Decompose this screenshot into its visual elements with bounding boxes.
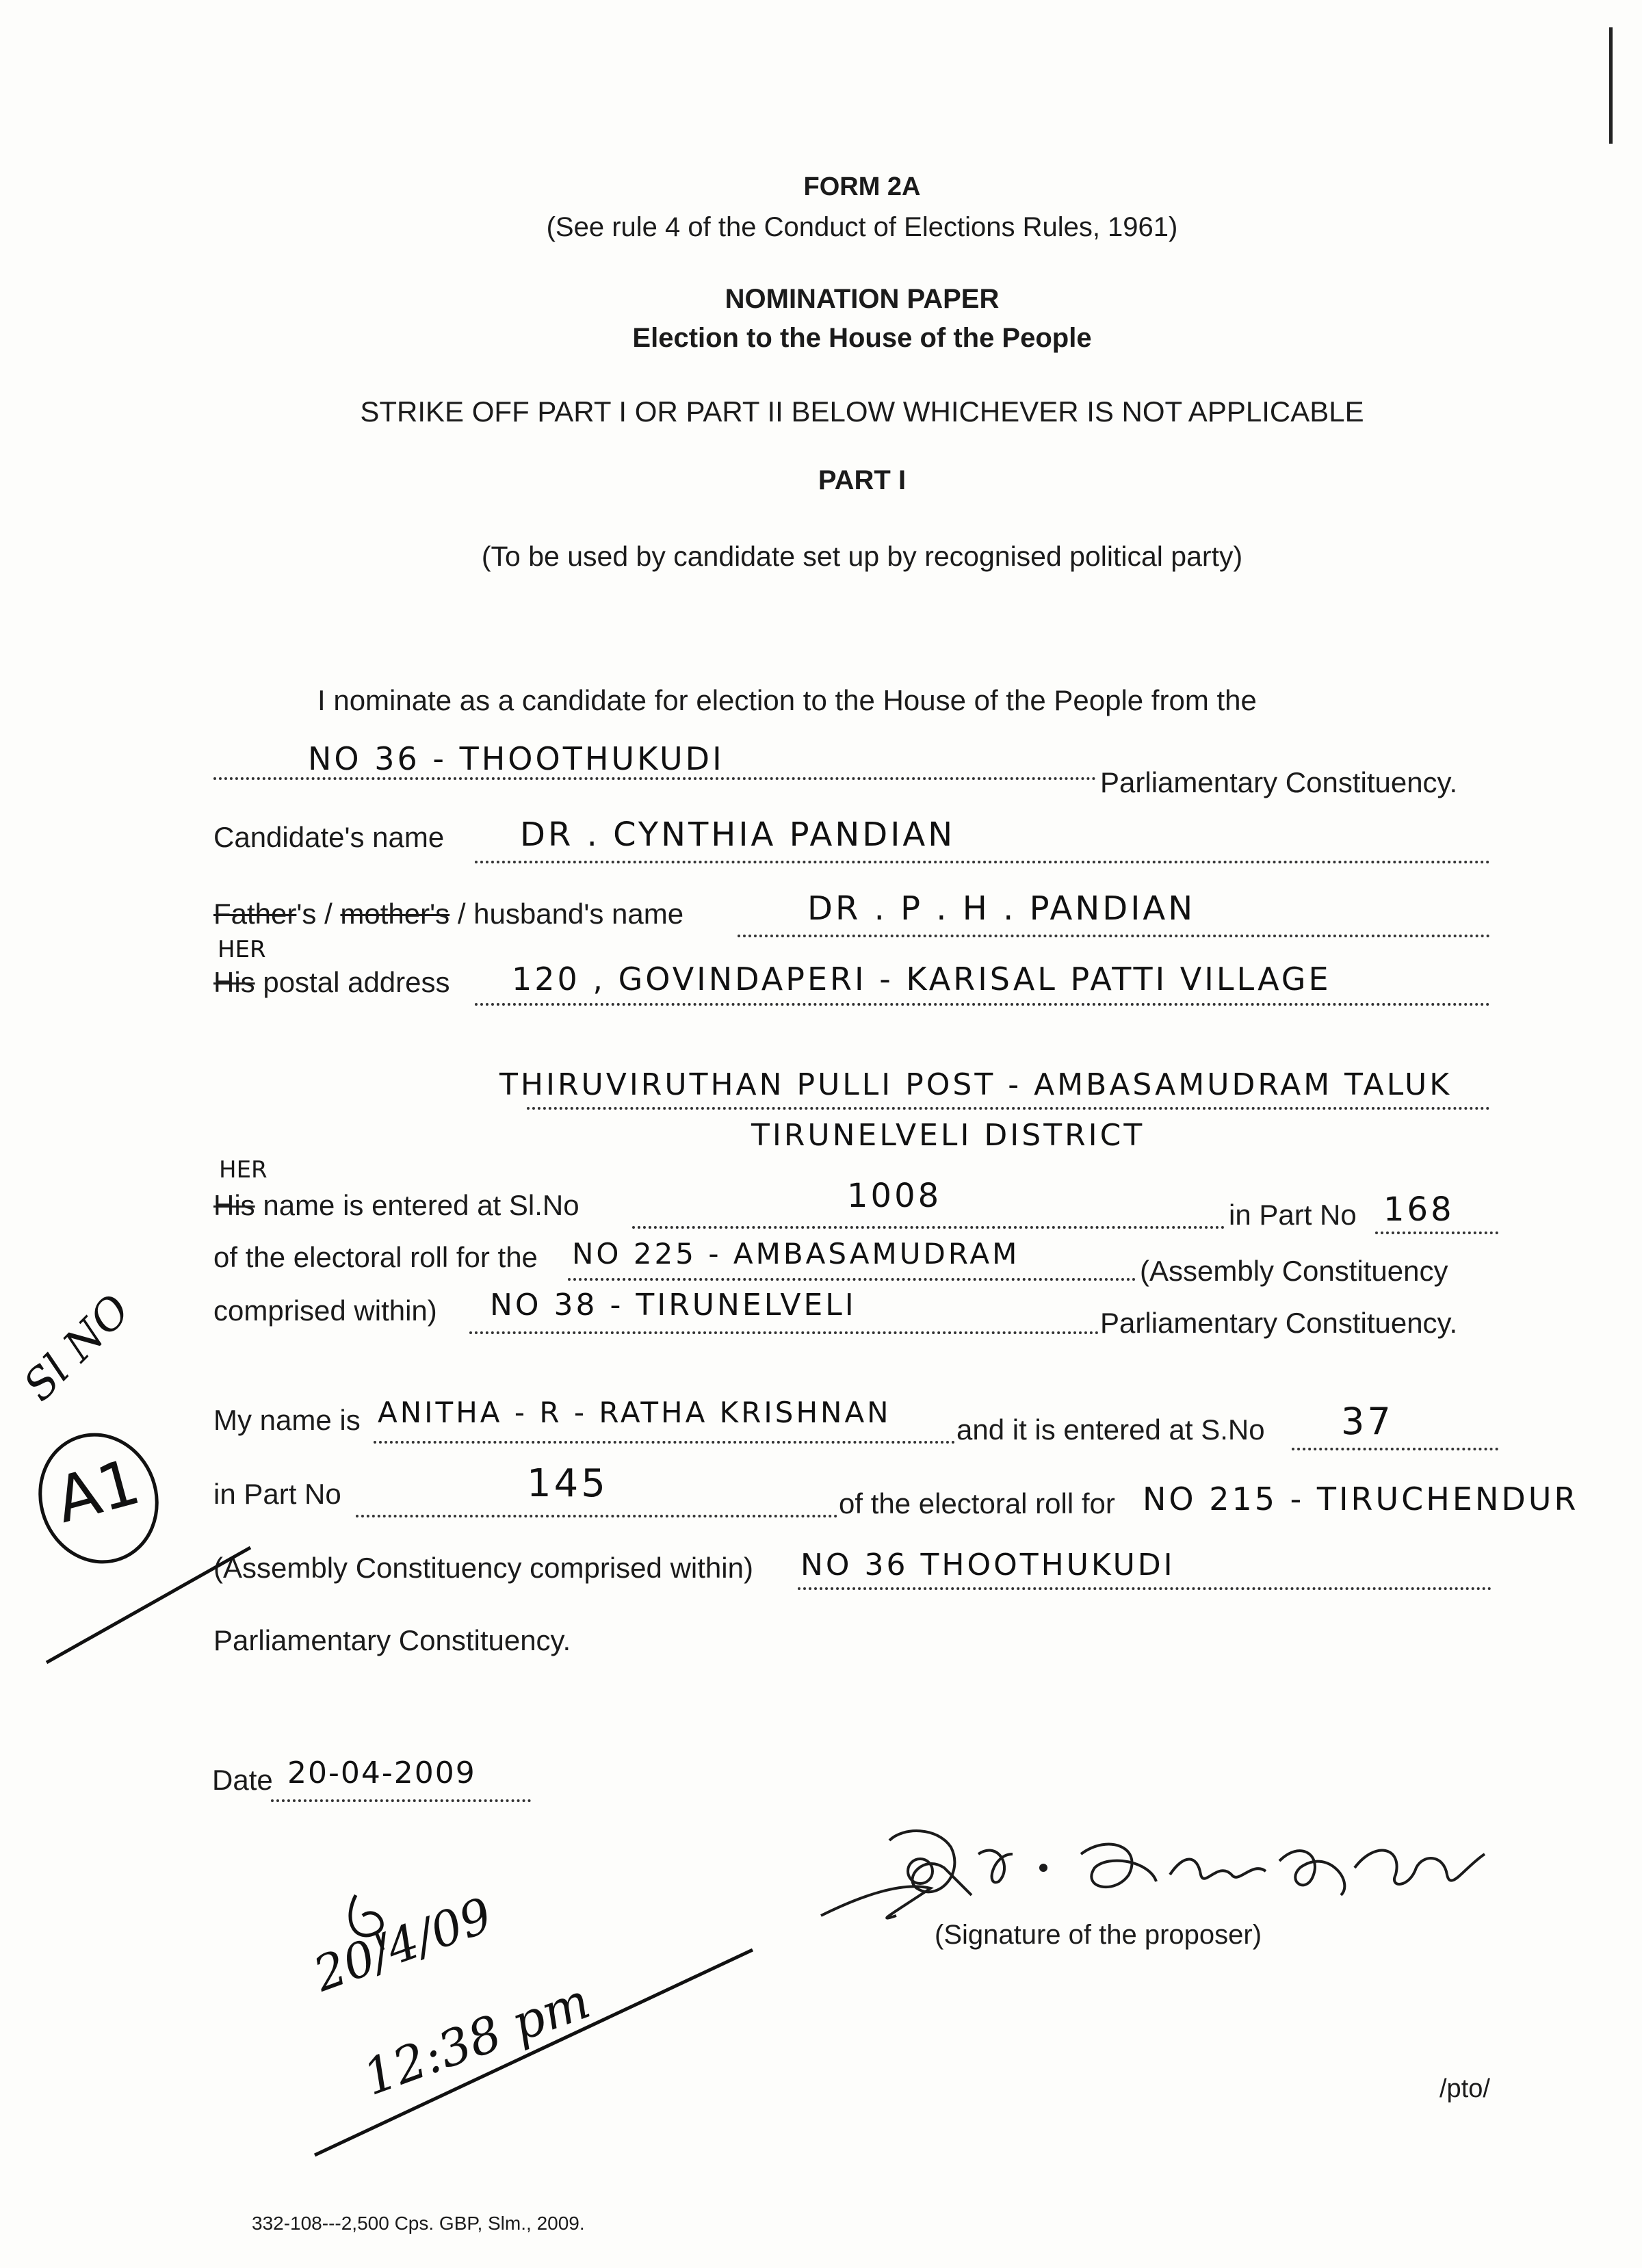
proposer-assembly-value: NO 215 - TIRUCHENDUR	[1143, 1481, 1579, 1517]
date-label: Date	[212, 1764, 273, 1796]
candidate-dotted-line	[475, 861, 1490, 863]
constituency-value: NO 36 - THOOTHUKUDI	[308, 740, 725, 777]
candidate-name-value: DR . CYNTHIA PANDIAN	[520, 816, 956, 854]
part-no-value: 168	[1383, 1190, 1455, 1229]
serial-annotation: A1	[48, 1445, 148, 1537]
date-dotted-line	[271, 1799, 531, 1802]
relation-dotted-line	[738, 935, 1490, 937]
assembly-dotted-line	[568, 1278, 1136, 1281]
assembly-value: NO 225 - AMBASAMUDRAM	[572, 1237, 1020, 1270]
proposer-parl-value: NO 36 THOOTHUKUDI	[800, 1548, 1175, 1582]
sl-no-dotted-line	[632, 1226, 1225, 1229]
address-line-1: 120 , GOVINDAPERI - KARISAL PATTI VILLAGE	[512, 961, 1331, 998]
proposer-part-dotted-line	[356, 1515, 837, 1517]
proposer-name-value: ANITHA - R - RATHA KRISHNAN	[378, 1396, 891, 1429]
proposer-sno-dotted-line	[1292, 1448, 1498, 1450]
part-heading: PART I	[818, 465, 907, 495]
postal-address-label: postal address	[255, 966, 450, 998]
date-value: 20-04-2009	[287, 1756, 476, 1790]
parl-value: NO 38 - TIRUNELVELI	[490, 1288, 857, 1322]
constituency-suffix: Parliamentary Constituency.	[1100, 766, 1458, 798]
proposer-comprised-label: (Assembly Constituency comprised within)	[213, 1552, 753, 1584]
entry-sl-label: name is entered at Sl.No	[255, 1189, 579, 1221]
proposer-part-value: 145	[527, 1461, 608, 1506]
address-line-3: TIRUNELVELI DISTRICT	[751, 1118, 1145, 1153]
proposer-signature	[807, 1813, 1533, 1936]
rule-reference: (See rule 4 of the Conduct of Elections Rules, 1961)	[546, 212, 1178, 242]
relation-name-value: DR . P . H . PANDIAN	[807, 889, 1196, 928]
mother-struck-text: mother's	[340, 898, 450, 930]
comprised-within-label: comprised within)	[213, 1294, 437, 1327]
address-line-2: THIRUVIRUTHAN PULLI POST - AMBASAMUDRAM TALUK	[499, 1067, 1452, 1102]
nomination-intro: I nominate as a candidate for election to the House of the People from the	[317, 684, 1257, 716]
pto-note: /pto/	[1439, 2074, 1490, 2103]
page-edge-mark	[1609, 27, 1613, 144]
strike-off-note: STRIKE OFF PART I OR PART II BELOW WHICHEVER IS NOT APPLICABLE	[360, 395, 1364, 428]
assembly-suffix: (Assembly Constituency	[1140, 1255, 1448, 1287]
document-title: NOMINATION PAPER	[725, 284, 1000, 314]
address-dotted-line-2	[527, 1107, 1490, 1110]
entry-label	[213, 1189, 579, 1222]
proposer-name-dotted-line	[374, 1441, 955, 1444]
proposer-parl-dotted-line	[798, 1587, 1491, 1590]
proposer-part-label: in Part No	[213, 1478, 341, 1510]
address-label	[213, 966, 450, 999]
constituency-dotted-line	[213, 777, 1096, 780]
entry-correction: HER	[219, 1156, 268, 1184]
receipt-time-annotation: 12:38 pm	[356, 1972, 597, 2107]
proposer-roll-label: of the electoral roll for	[839, 1487, 1115, 1520]
proposer-name-label: My name is	[213, 1404, 361, 1436]
parl-suffix: Parliamentary Constituency.	[1100, 1307, 1458, 1339]
proposer-sno-value: 37	[1341, 1400, 1394, 1443]
relation-label	[213, 898, 683, 930]
candidate-name-label: Candidate's name	[213, 821, 445, 853]
printer-imprint: 332-108---2,500 Cps. GBP, Slm., 2009.	[252, 2213, 585, 2234]
receipt-date-annotation: 20/4/09	[307, 1886, 499, 2003]
part-no-label: in Part No	[1229, 1199, 1357, 1231]
his-struck-text: His	[213, 966, 255, 998]
address-correction: HER	[218, 936, 266, 963]
parl-dotted-line	[469, 1331, 1099, 1334]
relation-separator: 's /	[296, 898, 341, 930]
part-no-dotted-line	[1375, 1231, 1498, 1234]
sl-no-annotation: Sl NO	[14, 1284, 140, 1411]
entry-his-struck-text: His	[213, 1189, 255, 1221]
election-title: Election to the House of the People	[632, 323, 1092, 353]
signature-caption: (Signature of the proposer)	[935, 1920, 1262, 1950]
address-dotted-line-1	[475, 1003, 1490, 1006]
father-struck-text: Father	[213, 898, 297, 930]
form-number: FORM 2A	[803, 172, 921, 201]
electoral-roll-label: of the electoral roll for the	[213, 1241, 538, 1273]
annotation-stroke	[41, 1539, 260, 1669]
husband-label: / husband's name	[449, 898, 684, 930]
proposer-parl-suffix: Parliamentary Constituency.	[213, 1624, 571, 1656]
part-note: (To be used by candidate set up by recognised political party)	[481, 540, 1243, 572]
sl-no-value: 1008	[847, 1177, 942, 1215]
proposer-sno-label: and it is entered at S.No	[956, 1413, 1265, 1446]
